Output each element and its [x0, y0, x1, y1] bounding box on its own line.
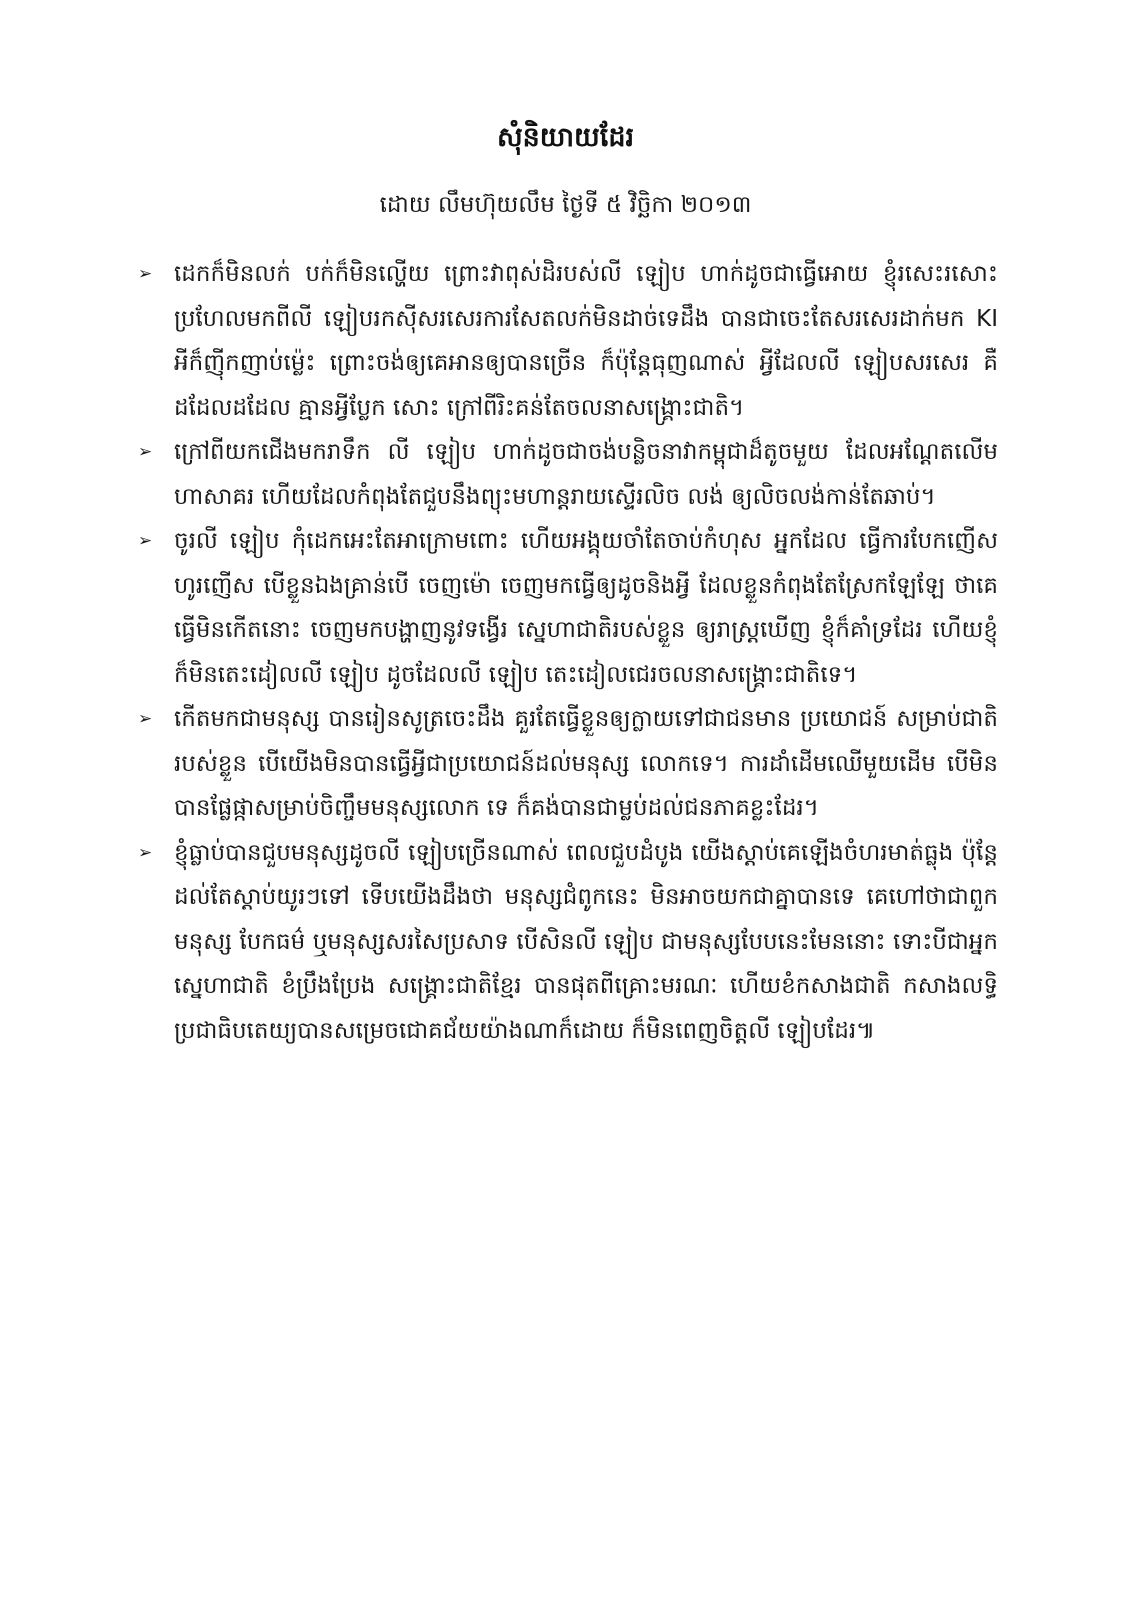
- paragraph-text: កើតមកជាមនុស្ស បានរៀនសូត្រចេះដឹង គួរតែធ្វើខ្លួនឲ្យក្លាយទៅជាជនមាន ប្រយោជន៍ សម្រាប់ជាតិរបស់ខ្លួន បើយើងមិនបានធ្វើអ្វីជាប្រយោជន៍ដល់មនុស្ស លោកទេ។ ការដាំដើមឈើមួយដើម បើមិនបានផ្លែផ្កាសម្រាប់ចិញ្ចឹមមនុស្សលោក ទេ ក៏គង់បានជាម្លប់ដល់ជនភាគខ្លះដែរ។: [174, 706, 998, 821]
- paragraph-text: ចូរលី ឡៀប កុំដេកអេះតែអាក្រោមពោះ ហើយអង្គុយចាំតែចាប់កំហុស អ្នកដែល ធ្វើការបែកញើសហូរញើស បើខ្លួនឯងគ្រាន់បើ ចេញម៉ោ ចេញមកធ្វើឲ្យដូចនិងអ្វី ដែលខ្លួនកំពុងតែស្រែកឡែឡែ ថាគេធ្វើមិនកើតនោះ ចេញមកបង្ហាញនូវទង្វើរ ស្នេហាជាតិរបស់ខ្លួន ឲ្យរាស្ត្រឃើញ ខ្ញុំក៏គាំទ្រដែរ ហើយខ្ញុំក៏មិនតេះដៀលលី ឡៀប ដូចដែលលី ឡៀប តេះដៀលជេរចលនាសង្គ្រោះជាតិទេ។: [174, 528, 998, 688]
- list-item: [138, 430, 998, 519]
- arrow-bullet-icon: ➢: [138, 531, 153, 551]
- paragraph-text: ខ្ញុំធ្លាប់បានជួបមនុស្សដូចលី ឡៀបច្រើនណាស់ ពេលជួបដំបូង យើងស្តាប់គេឡើងចំហរមាត់ធ្លុង ប៉ុន្តែដល់តែស្តាប់យូរៗទៅ ទើបយើងដឹងថា មនុស្សជំពូកនេះ មិនអាចយកជាគ្នាបានទេ គេហៅថាជាពួកមនុស្ស បែកធម៌ ឬមនុស្សសរសៃប្រសាទ បើសិនលី ឡៀប ជាមនុស្សបែបនេះមែននោះ ទោះបីជាអ្នកស្នេហាជាតិ ខំប្រឹងប្រែង សង្គ្រោះជាតិខ្មែរ បានផុតពីគ្រោះមរណៈ ហើយខំកសាងជាតិ កសាងលទ្ធិប្រជាធិបតេយ្យបានសម្រេចជោគជ័យយ៉ាងណាក៏ដោយ ក៏មិនពេញចិត្តលី ឡៀបដែរ៕: [174, 839, 998, 1044]
- document-title: សុំនិយាយដែរ: [496, 122, 635, 153]
- arrow-bullet-icon: ➢: [138, 709, 153, 729]
- list-item: [138, 697, 998, 831]
- arrow-bullet-icon: ➢: [138, 842, 153, 863]
- arrow-bullet-icon: ➢: [138, 442, 153, 462]
- paragraph-list: [138, 252, 998, 1053]
- document-byline: ដោយ លឹមហ៊ុយលឹម ថ្ងៃទី ៥ វិច្ឆិកា ២០១៣: [379, 192, 752, 218]
- paragraph-text: ដេកក៏មិនលក់ បក់ក៏មិនល្ហើយ ព្រោះវាពុស់ដិរបស់លី ឡៀប ហាក់ដូចជាធ្វើអោយ ខ្ញុំរសេះរសោះ ប្រហែលមកពីលី ឡៀបរកស៊ីសរសេរការសែតលក់មិនដាច់ទេដឹង បានជាចេះតែសរសេរដាក់មក KI អីក៏ញ៉ីកញាប់ម្ល៉េះ ព្រោះចង់ឲ្យគេអានឲ្យបានច្រើន ក៏ប៉ុន្តែធុញណាស់ អ្វីដែលលី ឡៀបសរសេរ គឺដដែលដដែល គ្មានអ្វីប្លែក សោះ ក្រៅពីរិះគន់តែចលនាសង្គ្រោះជាតិ។: [174, 261, 998, 421]
- list-item: [138, 252, 998, 430]
- arrow-bullet-icon: ➢: [138, 264, 153, 284]
- paragraph-text: ក្រៅពីយកជើងមករាទឹក លី ឡៀប ហាក់ដូចជាចង់បន្លិចនាវាកម្ពុជាដ៏តូចមួយ ដែលអណ្តែតលើមហាសាគរ ហើយដែលកំពុងតែជួបនឹងព្យុះមហាន្តរាយស្ទើរលិច លង់ ឲ្យលិចលង់កាន់តែឆាប់។: [174, 439, 998, 510]
- list-item: [138, 831, 998, 1054]
- list-item: [138, 519, 998, 697]
